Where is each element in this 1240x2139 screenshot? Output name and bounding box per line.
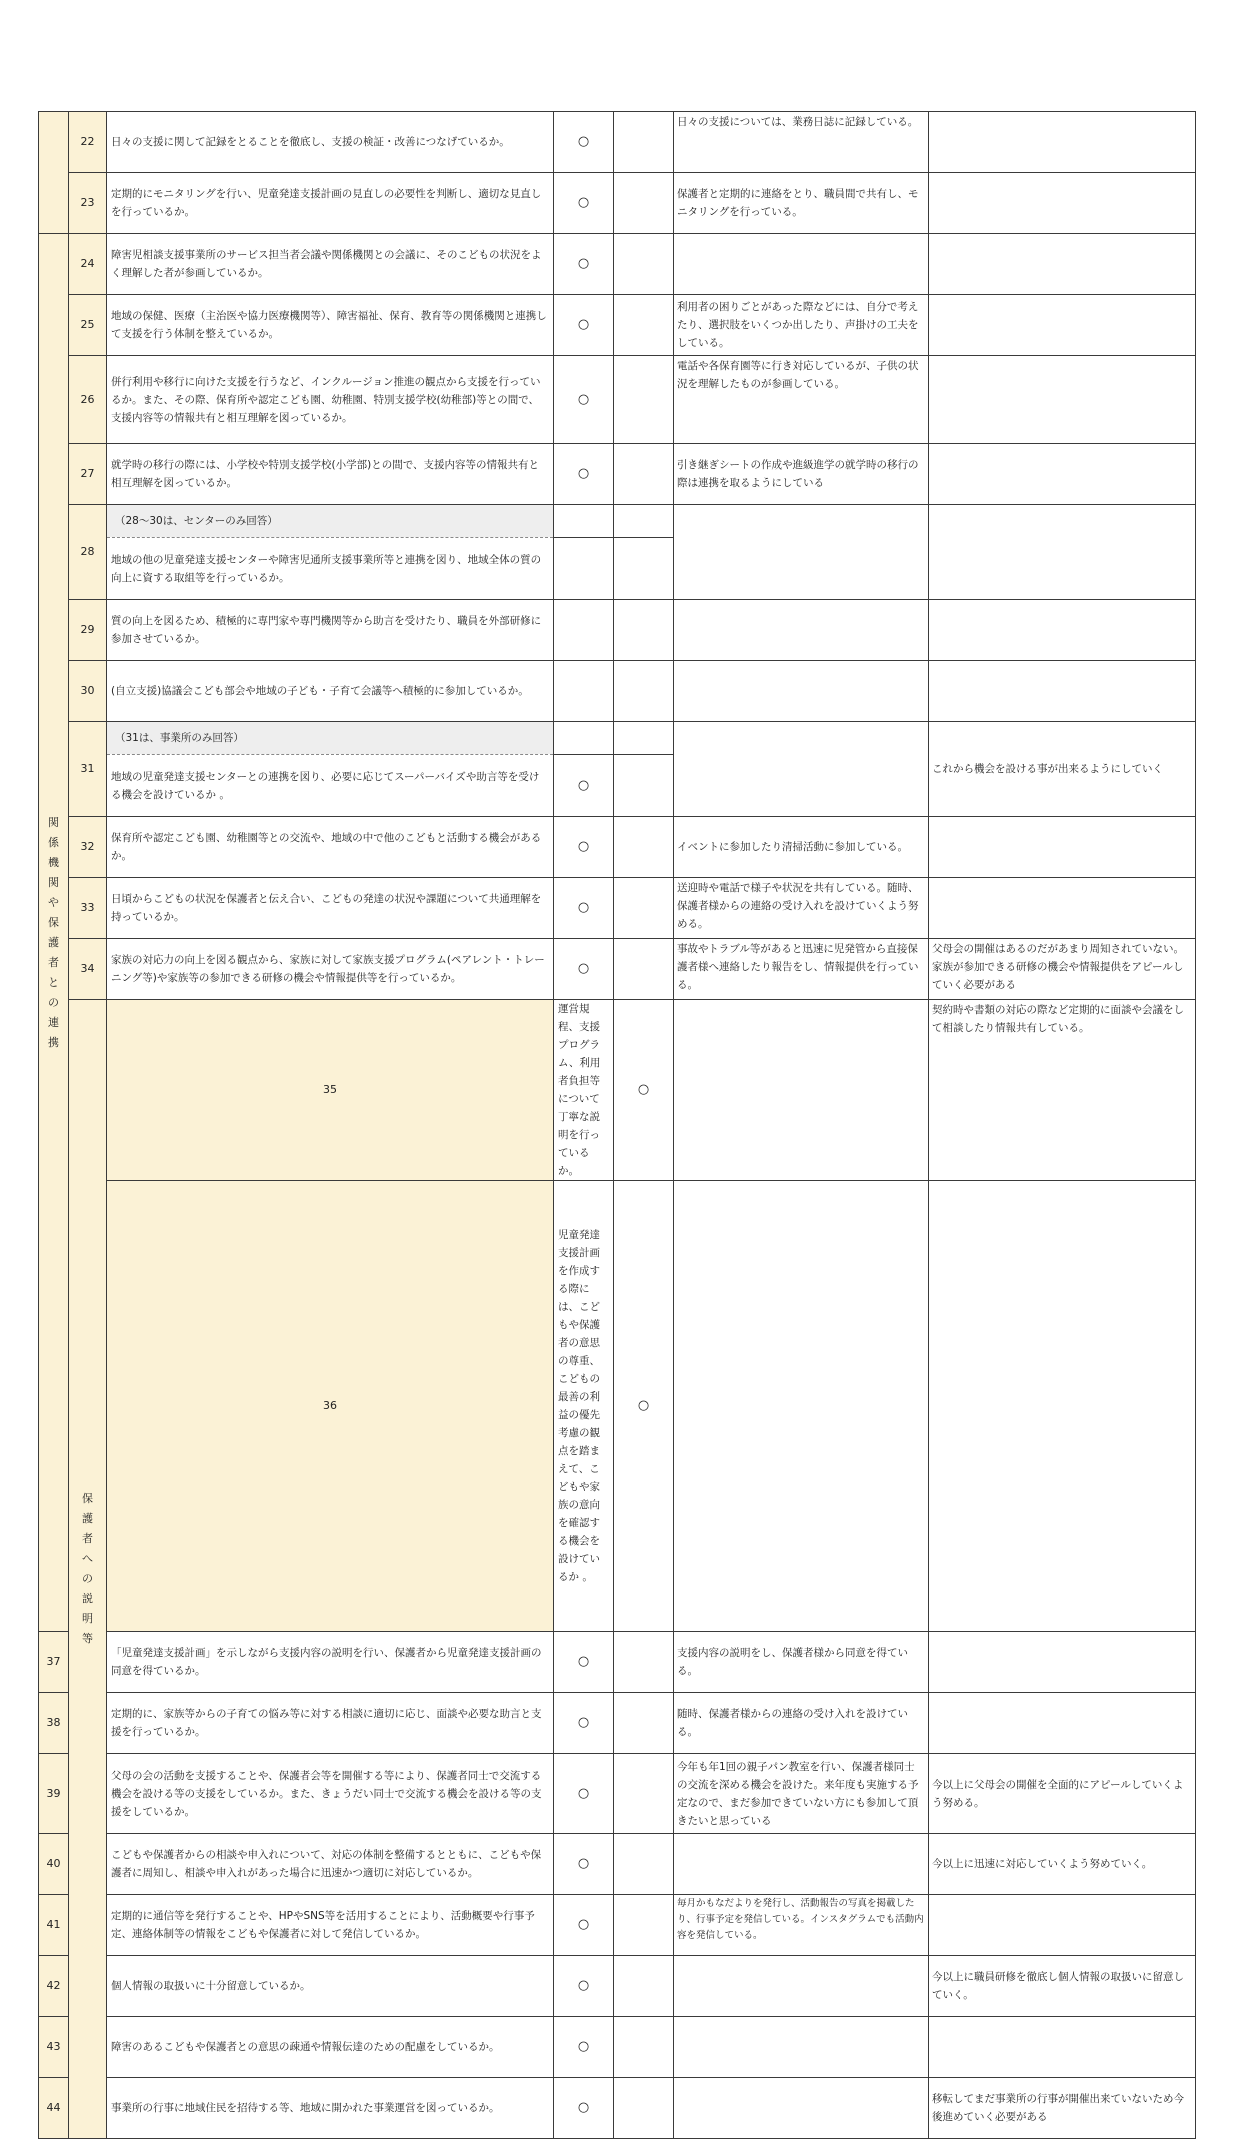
improvement-plan bbox=[929, 173, 1196, 234]
no-cell bbox=[614, 2078, 674, 2139]
question-text: 定期的にモニタリングを行い、児童発達支援計画の見直しの必要性を判断し、適切な見直しを行っているか。 bbox=[107, 173, 554, 234]
no-cell bbox=[614, 600, 674, 661]
table-row-35 bbox=[39, 1000, 1196, 1181]
status-note bbox=[674, 505, 929, 600]
status-note: 随時、保護者様からの連絡の受け入れを設けている。 bbox=[674, 1693, 929, 1754]
no-cell bbox=[614, 878, 674, 939]
question-text: 就学時の移行の際には、小学校や特別支援学校(小学部)との間で、支援内容等の情報共有と相互理解を図っているか。 bbox=[107, 444, 554, 505]
row-number: 40 bbox=[39, 1834, 69, 1895]
no-cell bbox=[614, 939, 674, 1000]
improvement-plan bbox=[929, 444, 1196, 505]
table-row-30 bbox=[39, 661, 1196, 722]
status-note: 毎月かもなだよりを発行し、活動報告の写真を掲載したり、行事予定を発信している。インスタグラムでも活動内容を発信している。 bbox=[674, 1895, 929, 1956]
no-cell bbox=[674, 1000, 929, 1181]
no-cell bbox=[614, 1895, 674, 1956]
row-number: 26 bbox=[69, 356, 107, 444]
improvement-plan: これから機会を設ける事が出来るようにしていく bbox=[929, 722, 1196, 817]
improvement-plan bbox=[929, 878, 1196, 939]
status-note: 契約時や書類の対応の際など定期的に面談や会議をして相談したり情報共有している。 bbox=[929, 1000, 1196, 1181]
table-row-39 bbox=[39, 1754, 1196, 1834]
status-note: 支援内容の説明をし、保護者様から同意を得ている。 bbox=[674, 1632, 929, 1693]
yes-mark: ○ bbox=[614, 1000, 674, 1181]
yes-mark: ○ bbox=[554, 1754, 614, 1834]
improvement-plan bbox=[929, 2017, 1196, 2078]
status-note: 保護者と定期的に連絡をとり、職員間で共有し、モニタリングを行っている。 bbox=[674, 173, 929, 234]
no-cell bbox=[614, 1693, 674, 1754]
status-note: 利用者の困りごとがあった際などには、自分で考えたり、選択肢をいくつか出したり、声掛けの工夫をしている。 bbox=[674, 295, 929, 356]
no-cell bbox=[614, 1754, 674, 1834]
table-row-42 bbox=[39, 1956, 1196, 2017]
yes-mark-2 bbox=[554, 538, 614, 600]
yes-mark bbox=[554, 600, 614, 661]
status-note bbox=[674, 661, 929, 722]
status-note: 事故やトラブル等があると迅速に児発管から直接保護者様へ連絡したり報告をし、情報提供を行っている。 bbox=[674, 939, 929, 1000]
question-text: 定期的に、家族等からの子育ての悩み等に対する相談に適切に応じ、面談や必要な助言と支援を行っているか。 bbox=[107, 1693, 554, 1754]
row-number: 33 bbox=[69, 878, 107, 939]
table-row-37 bbox=[39, 1632, 1196, 1693]
question-text: 地域の児童発達支援センターとの連携を図り、必要に応じてスーパーバイズや助言等を受ける機会を設けているか 。 bbox=[107, 755, 554, 817]
table-row-25 bbox=[39, 295, 1196, 356]
row-number: 30 bbox=[69, 661, 107, 722]
question-text: 日々の支援に関して記録をとることを徹底し、支援の検証・改善につなげているか。 bbox=[107, 112, 554, 173]
evaluation-sheet bbox=[38, 111, 1195, 2139]
no-cell bbox=[614, 173, 674, 234]
question-text: 運営規程、支援プログラム、利用者負担等について丁寧な説明を行っているか。 bbox=[554, 1000, 614, 1181]
table-row-36 bbox=[39, 1181, 1196, 1632]
no-cell-2 bbox=[614, 538, 674, 600]
no-cell bbox=[614, 234, 674, 295]
no-cell bbox=[614, 505, 674, 538]
table-row-40 bbox=[39, 1834, 1196, 1895]
question-text: 「児童発達支援計画」を示しながら支援内容の説明を行い、保護者から児童発達支援計画の同意を得ているか。 bbox=[107, 1632, 554, 1693]
question-text: こどもや保護者からの相談や申入れについて、対応の体制を整備するとともに、こどもや保護者に周知し、相談や申入れがあった場合に迅速かつ適切に対応しているか。 bbox=[107, 1834, 554, 1895]
improvement-plan bbox=[929, 1895, 1196, 1956]
question-text: 併行利用や移行に向けた支援を行うなど、インクルージョン推進の観点から支援を行っているか。また、その際、保育所や認定こども園、幼稚園、特別支援学校(幼稚部)等との間で、支援内容等の情報共有と相互理解を図っているか。 bbox=[107, 356, 554, 444]
status-note bbox=[674, 234, 929, 295]
status-note: 今年も年1回の親子パン教室を行い、保護者様同士の交流を深める機会を設けた。来年度も実施する予定なので、まだ参加できていない方にも参加して頂きたいと思っている bbox=[674, 1754, 929, 1834]
improvement-plan bbox=[929, 600, 1196, 661]
no-cell bbox=[614, 112, 674, 173]
status-note bbox=[674, 600, 929, 661]
section-continuation-cell bbox=[39, 112, 69, 234]
status-note: 引き継ぎシートの作成や進級進学の就学時の移行の際は連携を取るようにしている bbox=[674, 444, 929, 505]
question-text: 事業所の行事に地域住民を招待する等、地域に開かれた事業運営を図っているか。 bbox=[107, 2078, 554, 2139]
table-row-32 bbox=[39, 817, 1196, 878]
improvement-plan bbox=[929, 1632, 1196, 1693]
no-cell bbox=[614, 1956, 674, 2017]
table-row-26 bbox=[39, 356, 1196, 444]
self-evaluation-table bbox=[38, 111, 1196, 2139]
question-text: 障害のあるこどもや保護者との意思の疎通や情報伝達のための配慮をしているか。 bbox=[107, 2017, 554, 2078]
no-cell bbox=[614, 1632, 674, 1693]
yes-mark: ○ bbox=[554, 356, 614, 444]
yes-mark: ○ bbox=[554, 234, 614, 295]
yes-mark: ○ bbox=[554, 2078, 614, 2139]
question-text: 家族の対応力の向上を図る観点から、家族に対して家族支援プログラム(ペアレント・トレーニング等)や家族等の参加できる研修の機会や情報提供等を行っているか。 bbox=[107, 939, 554, 1000]
row-number: 34 bbox=[69, 939, 107, 1000]
row-number: 25 bbox=[69, 295, 107, 356]
status-note bbox=[674, 2017, 929, 2078]
yes-mark: ○ bbox=[554, 1834, 614, 1895]
section-label: 保護者への説明等 bbox=[82, 1492, 93, 1645]
yes-mark: ○ bbox=[554, 2017, 614, 2078]
row-number: 24 bbox=[69, 234, 107, 295]
yes-mark: ○ bbox=[554, 878, 614, 939]
yes-mark: ○ bbox=[554, 295, 614, 356]
question-text: 地域の保健、医療（主治医や協力医療機関等）、障害福祉、保育、教育等の関係機関と連携して支援を行う体制を整えているか。 bbox=[107, 295, 554, 356]
yes-mark: ○ bbox=[554, 112, 614, 173]
status-note: 日々の支援については、業務日誌に記録している。 bbox=[674, 112, 929, 173]
row-number: 27 bbox=[69, 444, 107, 505]
table-row-24 bbox=[39, 234, 1196, 295]
no-cell bbox=[614, 661, 674, 722]
question-text: 障害児相談支援事業所のサービス担当者会議や関係機関との会議に、そのこどもの状況をよく理解した者が参画しているか。 bbox=[107, 234, 554, 295]
row-number: 22 bbox=[69, 112, 107, 173]
yes-mark: ○ bbox=[554, 1632, 614, 1693]
row-number: 44 bbox=[39, 2078, 69, 2139]
question-text: 質の向上を図るため、積極的に専門家や専門機関等から助言を受けたり、職員を外部研修に参加させているか。 bbox=[107, 600, 554, 661]
improvement-plan: 今以上に父母会の開催を全面的にアピールしていくよう努める。 bbox=[929, 1754, 1196, 1834]
no-cell bbox=[674, 1181, 929, 1632]
improvement-plan: 移転してまだ事業所の行事が開催出来ていないため今後進めていく必要がある bbox=[929, 2078, 1196, 2139]
no-cell bbox=[614, 1834, 674, 1895]
status-note: イベントに参加したり清掃活動に参加している。 bbox=[674, 817, 929, 878]
table-row-28-note bbox=[39, 505, 1196, 538]
question-text: 児童発達支援計画を作成する際には、こどもや保護者の意思の尊重、こどもの最善の利益の優先考慮の観点を踏まえて、こどもや家族の意向を確認する機会を設けているか 。 bbox=[554, 1181, 614, 1632]
improvement-plan bbox=[929, 1693, 1196, 1754]
no-cell bbox=[614, 755, 674, 817]
table-row-27 bbox=[39, 444, 1196, 505]
yes-mark: ○ bbox=[554, 173, 614, 234]
status-note bbox=[674, 722, 929, 817]
status-note bbox=[674, 2078, 929, 2139]
row-number: 36 bbox=[107, 1181, 554, 1632]
improvement-plan bbox=[929, 295, 1196, 356]
table-row-41 bbox=[39, 1895, 1196, 1956]
table-row-29 bbox=[39, 600, 1196, 661]
yes-mark: ○ bbox=[554, 939, 614, 1000]
table-row-34 bbox=[39, 939, 1196, 1000]
yes-mark: ○ bbox=[554, 1895, 614, 1956]
section-label-cell bbox=[39, 234, 69, 1632]
yes-mark bbox=[554, 661, 614, 722]
improvement-plan: 今以上に迅速に対応していくよう努めていく。 bbox=[929, 1834, 1196, 1895]
no-cell bbox=[614, 295, 674, 356]
yes-mark: ○ bbox=[554, 444, 614, 505]
row-number: 23 bbox=[69, 173, 107, 234]
question-text: 父母の会の活動を支援することや、保護者会等を開催する等により、保護者同士で交流する機会を設ける等の支援をしているか。また、きょうだい同士で交流する機会を設ける等の支援をしているか。 bbox=[107, 1754, 554, 1834]
answer-scope-note: （28～30は、センターのみ回答） bbox=[107, 505, 554, 538]
table-row-43 bbox=[39, 2017, 1196, 2078]
no-cell bbox=[614, 817, 674, 878]
status-note: 送迎時や電話で様子や状況を共有している。随時、保護者様からの連絡の受け入れを設けていくよう努める。 bbox=[674, 878, 929, 939]
row-number: 29 bbox=[69, 600, 107, 661]
question-text: 日頃からこどもの状況を保護者と伝え合い、こどもの発達の状況や課題について共通理解を持っているか。 bbox=[107, 878, 554, 939]
improvement-plan bbox=[929, 112, 1196, 173]
question-text: 保育所や認定こども園、幼稚園等との交流や、地域の中で他のこどもと活動する機会があるか。 bbox=[107, 817, 554, 878]
table-row-38 bbox=[39, 1693, 1196, 1754]
row-number: 37 bbox=[39, 1632, 69, 1693]
status-note bbox=[674, 1956, 929, 2017]
yes-mark: ○ bbox=[614, 1181, 674, 1632]
row-number: 31 bbox=[69, 722, 107, 817]
table-row-44 bbox=[39, 2078, 1196, 2139]
improvement-plan bbox=[929, 661, 1196, 722]
no-cell-top bbox=[614, 722, 674, 755]
question-text: (自立支援)協議会こども部会や地域の子ども・子育て会議等へ積極的に参加しているか。 bbox=[107, 661, 554, 722]
status-note: 電話や各保育園等に行き対応しているが、子供の状況を理解したものが参画している。 bbox=[674, 356, 929, 444]
no-cell bbox=[614, 356, 674, 444]
row-number: 35 bbox=[107, 1000, 554, 1181]
yes-mark bbox=[554, 505, 614, 538]
row-number: 38 bbox=[39, 1693, 69, 1754]
question-text: 個人情報の取扱いに十分留意しているか。 bbox=[107, 1956, 554, 2017]
answer-scope-note: （31は、事業所のみ回答） bbox=[107, 722, 554, 755]
row-number: 43 bbox=[39, 2017, 69, 2078]
yes-mark-top bbox=[554, 722, 614, 755]
improvement-plan bbox=[929, 505, 1196, 600]
table-row-22 bbox=[39, 112, 1196, 173]
row-number: 39 bbox=[39, 1754, 69, 1834]
table-row-23 bbox=[39, 173, 1196, 234]
section-label-cell bbox=[69, 1000, 107, 2139]
row-number: 42 bbox=[39, 1956, 69, 2017]
status-note bbox=[929, 1181, 1196, 1632]
status-note bbox=[674, 1834, 929, 1895]
improvement-plan bbox=[929, 234, 1196, 295]
section-label: 関係機関や保護者との連携 bbox=[48, 815, 59, 1049]
improvement-plan bbox=[929, 817, 1196, 878]
yes-mark: ○ bbox=[554, 1956, 614, 2017]
no-cell bbox=[614, 444, 674, 505]
question-text: 地域の他の児童発達支援センターや障害児通所支援事業所等と連携を図り、地域全体の質の向上に資する取組等を行っているか。 bbox=[107, 538, 554, 600]
row-number: 41 bbox=[39, 1895, 69, 1956]
improvement-plan: 今以上に職員研修を徹底し個人情報の取扱いに留意していく。 bbox=[929, 1956, 1196, 2017]
table-row-31-note bbox=[39, 722, 1196, 755]
improvement-plan bbox=[929, 356, 1196, 444]
improvement-plan: 父母会の開催はあるのだがあまり周知されていない。家族が参加できる研修の機会や情報提供をアピールしていく必要がある bbox=[929, 939, 1196, 1000]
question-text: 定期的に通信等を発行することや、HPやSNS等を活用することにより、活動概要や行事予定、連絡体制等の情報をこどもや保護者に対して発信しているか。 bbox=[107, 1895, 554, 1956]
table-row-33 bbox=[39, 878, 1196, 939]
no-cell bbox=[614, 2017, 674, 2078]
yes-mark: ○ bbox=[554, 817, 614, 878]
yes-mark: ○ bbox=[554, 755, 614, 817]
row-number: 32 bbox=[69, 817, 107, 878]
row-number: 28 bbox=[69, 505, 107, 600]
yes-mark: ○ bbox=[554, 1693, 614, 1754]
